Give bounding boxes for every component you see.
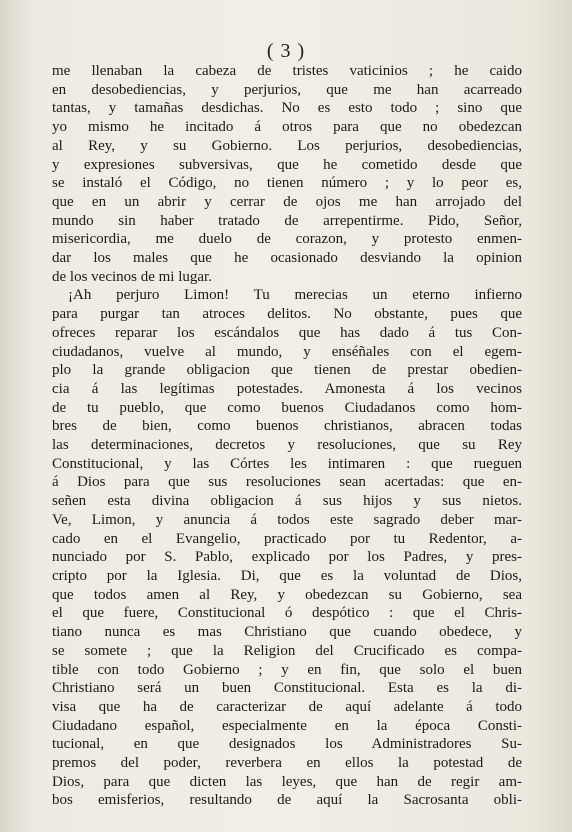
text-line: tantas, y tamañas desdichas. No es esto todo ; sino que: [52, 100, 522, 117]
page-number: ( 3 ): [266, 40, 306, 62]
text-line: para purgar tan atroces delitos. No obstante, pues que: [52, 306, 522, 323]
text-line: ofreces reparar los escándalos que has dado á tus Con-: [52, 324, 522, 341]
text-line: el que fuere, Constitucional ó despótico : que el Chris-: [52, 605, 522, 622]
text-line: de los vecinos de mi lugar.: [52, 268, 212, 285]
text-line: á Dios para que sus resoluciones sean acertadas: que en-: [52, 474, 522, 491]
text-line: y expresiones subversivas, que he cometido desde que: [52, 156, 522, 173]
text-line: de tu pueblo, que como buenos Ciudadanos como hom-: [52, 399, 522, 416]
text-line: al Rey, y su Gobierno. Los perjurios, desobediencias,: [52, 137, 522, 154]
text-line: cado en el Evangelio, practicado por tu Redentor, a-: [52, 530, 522, 547]
text-line: cripto por la Iglesia. Di, que es la voluntad de Dios,: [52, 567, 522, 584]
text-line: se somete ; que la Religion del Crucificado es compa-: [52, 642, 522, 659]
text-line: en desobediencias, y perjurios, que me han acarreado: [52, 81, 522, 98]
text-line: Ve, Limon, y anuncia á todos este sagrado deber mar-: [52, 511, 522, 528]
body-text: [52, 62, 522, 810]
text-line: las determinaciones, decretos y resoluciones, que su Rey: [52, 437, 522, 454]
text-line: premos del poder, reverbera en ellos la potestad de: [52, 755, 522, 772]
text-line: Constitucional, y las Córtes les intimaren : que rueguen: [52, 455, 522, 472]
text-line: mundo sin haber tratado de arrepentirme. Pido, Señor,: [52, 212, 522, 229]
text-line: tiano nunca es mas Christiano que cuando obedece, y: [52, 624, 522, 641]
text-line: yo mismo he incitado á otros para que no obedezcan: [52, 119, 522, 136]
text-line: tible con todo Gobierno ; y en fin, que solo el buen: [52, 661, 522, 678]
text-line: señen esta divina obligacion á sus hijos y sus nietos.: [52, 493, 522, 510]
text-line: me llenaban la cabeza de tristes vaticinios ; he caido: [52, 63, 522, 79]
text-line: ciudadanos, vuelve al mundo, y enséñales con el egem-: [52, 343, 522, 360]
text-line: que todos amen al Rey, y obedezcan su Gobierno, sea: [52, 586, 522, 603]
text-line: bres de bien, como buenos christianos, abracen todas: [52, 418, 522, 435]
text-line: visa que ha de caracterizar de aquí adelante á todo: [52, 698, 522, 715]
text-line: que en un abrir y cerrar de ojos me han arrojado del: [52, 193, 522, 210]
text-line: Ciudadano español, especialmente en la época Consti-: [52, 717, 522, 734]
text-line: cia á las legítimas potestades. Amonesta á los vecinos: [52, 380, 522, 397]
text-line: tucional, en que designados los Administradores Su-: [52, 736, 522, 753]
text-line: bos emisferios, resultando de aquí la Sacrosanta obli-: [52, 792, 522, 809]
text-line: dar los males que he ocasionado desviando la opinion: [52, 250, 522, 267]
text-line: misericordia, me duelo de corazon, y protesto enmen-: [52, 231, 522, 248]
text-line: Christiano será un buen Constitucional. Esta es la di-: [52, 680, 522, 697]
text-line: nunciado por S. Pablo, explicado por los Padres, y pres-: [52, 549, 522, 566]
text-line: Dios, para que dicten las leyes, que han de regir am-: [52, 773, 522, 790]
text-line: se instaló el Código, no tienen número ; y lo peor es,: [52, 175, 522, 192]
text-line: plo la grande obligacion que tienen de prestar obedien-: [52, 362, 522, 379]
text-line: ¡Ah perjuro Limon! Tu merecias un eterno infierno: [68, 287, 522, 304]
